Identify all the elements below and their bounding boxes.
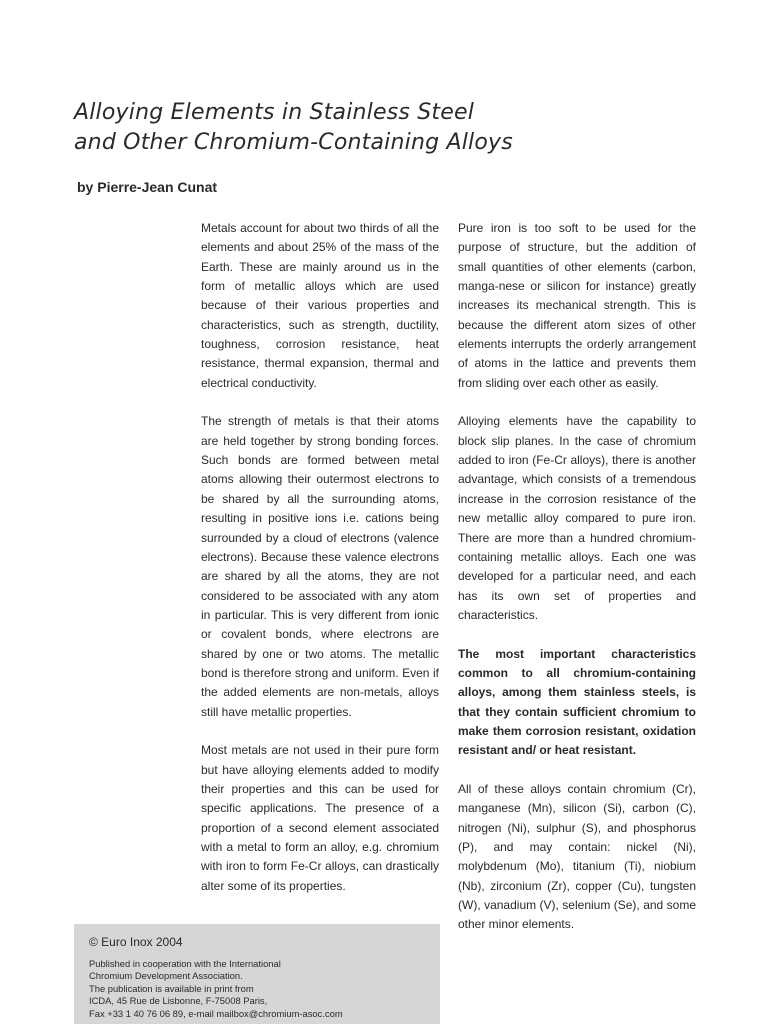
pubinfo-line: Chromium Development Association.	[89, 970, 243, 982]
right-text-column	[458, 219, 696, 954]
pubinfo-line: The publication is available in print from	[89, 982, 254, 994]
publication-info-box	[74, 924, 440, 1024]
pubinfo-contact-line: Fax +33 1 40 76 06 89, e-mail mailbox@chromium-asoc.com	[89, 1007, 343, 1019]
title-line-2: and Other Chromium-Containing Alloys	[74, 130, 513, 155]
paragraph-most-metals: Most metals are not used in their pure form but have alloying elements added to modify their properties and this can be used for specific applications. The presence of a proportion of a second element associated with a metal to form an alloy, e.g. chromium with iron to form Fe-Cr alloys, can drastically alter some of its properties.	[201, 743, 439, 893]
copyright-notice: © Euro Inox 2004	[89, 935, 183, 949]
document-title	[74, 98, 513, 158]
paragraph-strength-of-metals: The strength of metals is that their atoms are held together by strong bonding forces. Such bonds are formed between metal atoms allowing their outermost electrons to be shared by all the surrounding atoms, resulting in positive ions i.e. cations being surrounded by a cloud of electrons (valence electrons). Because these valence electrons are shared by all the atoms, they are not considered to be associated with any atom in particular. This is very different from ionic or covalent bonds, where electrons are shared by one or two atoms. The metallic bond is therefore strong and uniform. Even if the added elements are non-metals, alloys still have metallic properties.	[201, 414, 439, 719]
title-line-1: Alloying Elements in Stainless Steel	[74, 100, 475, 125]
publication-details	[89, 958, 343, 1020]
author-byline: by Pierre-Jean Cunat	[77, 179, 218, 195]
pubinfo-line: Published in cooperation with the International	[89, 958, 281, 969]
paragraph-metals-account: Metals account for about two thirds of all the elements and about 25% of the mass of the Earth. These are mainly around us in the form of metallic alloys which are used because of their various properties and characteristics, such as strength, ductility, toughness, corrosion resistance, heat resistance, thermal expansion, thermal and electrical conductivity.	[201, 221, 439, 390]
paragraph-pure-iron: Pure iron is too soft to be used for the purpose of structure, but the addition of small quantities of other elements (carbon, manga-nese or silicon for instance) greatly increases its mechanical strength. This is because the different atom sizes of other elements interrupts the orderly arrangement of atoms in the lattice and prevents them from sliding over each other as easily.	[458, 221, 696, 390]
left-text-column	[201, 219, 439, 915]
paragraph-key-characteristics: The most important characteristics common to all chromium-containing alloys, among them stainless steels, is that they contain sufficient chromium to make them corrosion resistant, oxidation resistant and/ or heat resistant.	[458, 646, 696, 758]
paragraph-alloy-contents: All of these alloys contain chromium (Cr), manganese (Mn), silicon (Si), carbon (C), nitrogen (Ni), sulphur (S), and phosphorus (P), and may contain: nickel (Ni), molybdenum (Mo), titanium (Ti), niobium (Nb), zirconium (Zr), copper (Cu), tungsten (W), vanadium (V), selenium (Se), and some other minor elements.	[458, 781, 696, 932]
pubinfo-line: ICDA, 45 Rue de Lisbonne, F-75008 Paris,	[89, 995, 268, 1007]
paragraph-alloying-elements: Alloying elements have the capability to block slip planes. In the case of chromium added to iron (Fe-Cr alloys), there is another advantage, which consists of a tremendous increase in the corrosion resistance of the new metallic alloy compared to pure iron. There are more than a hundred chromium-containing metallic alloys. Each one was developed for a particular need, and each has its own set of properties and characteristics.	[458, 414, 696, 622]
